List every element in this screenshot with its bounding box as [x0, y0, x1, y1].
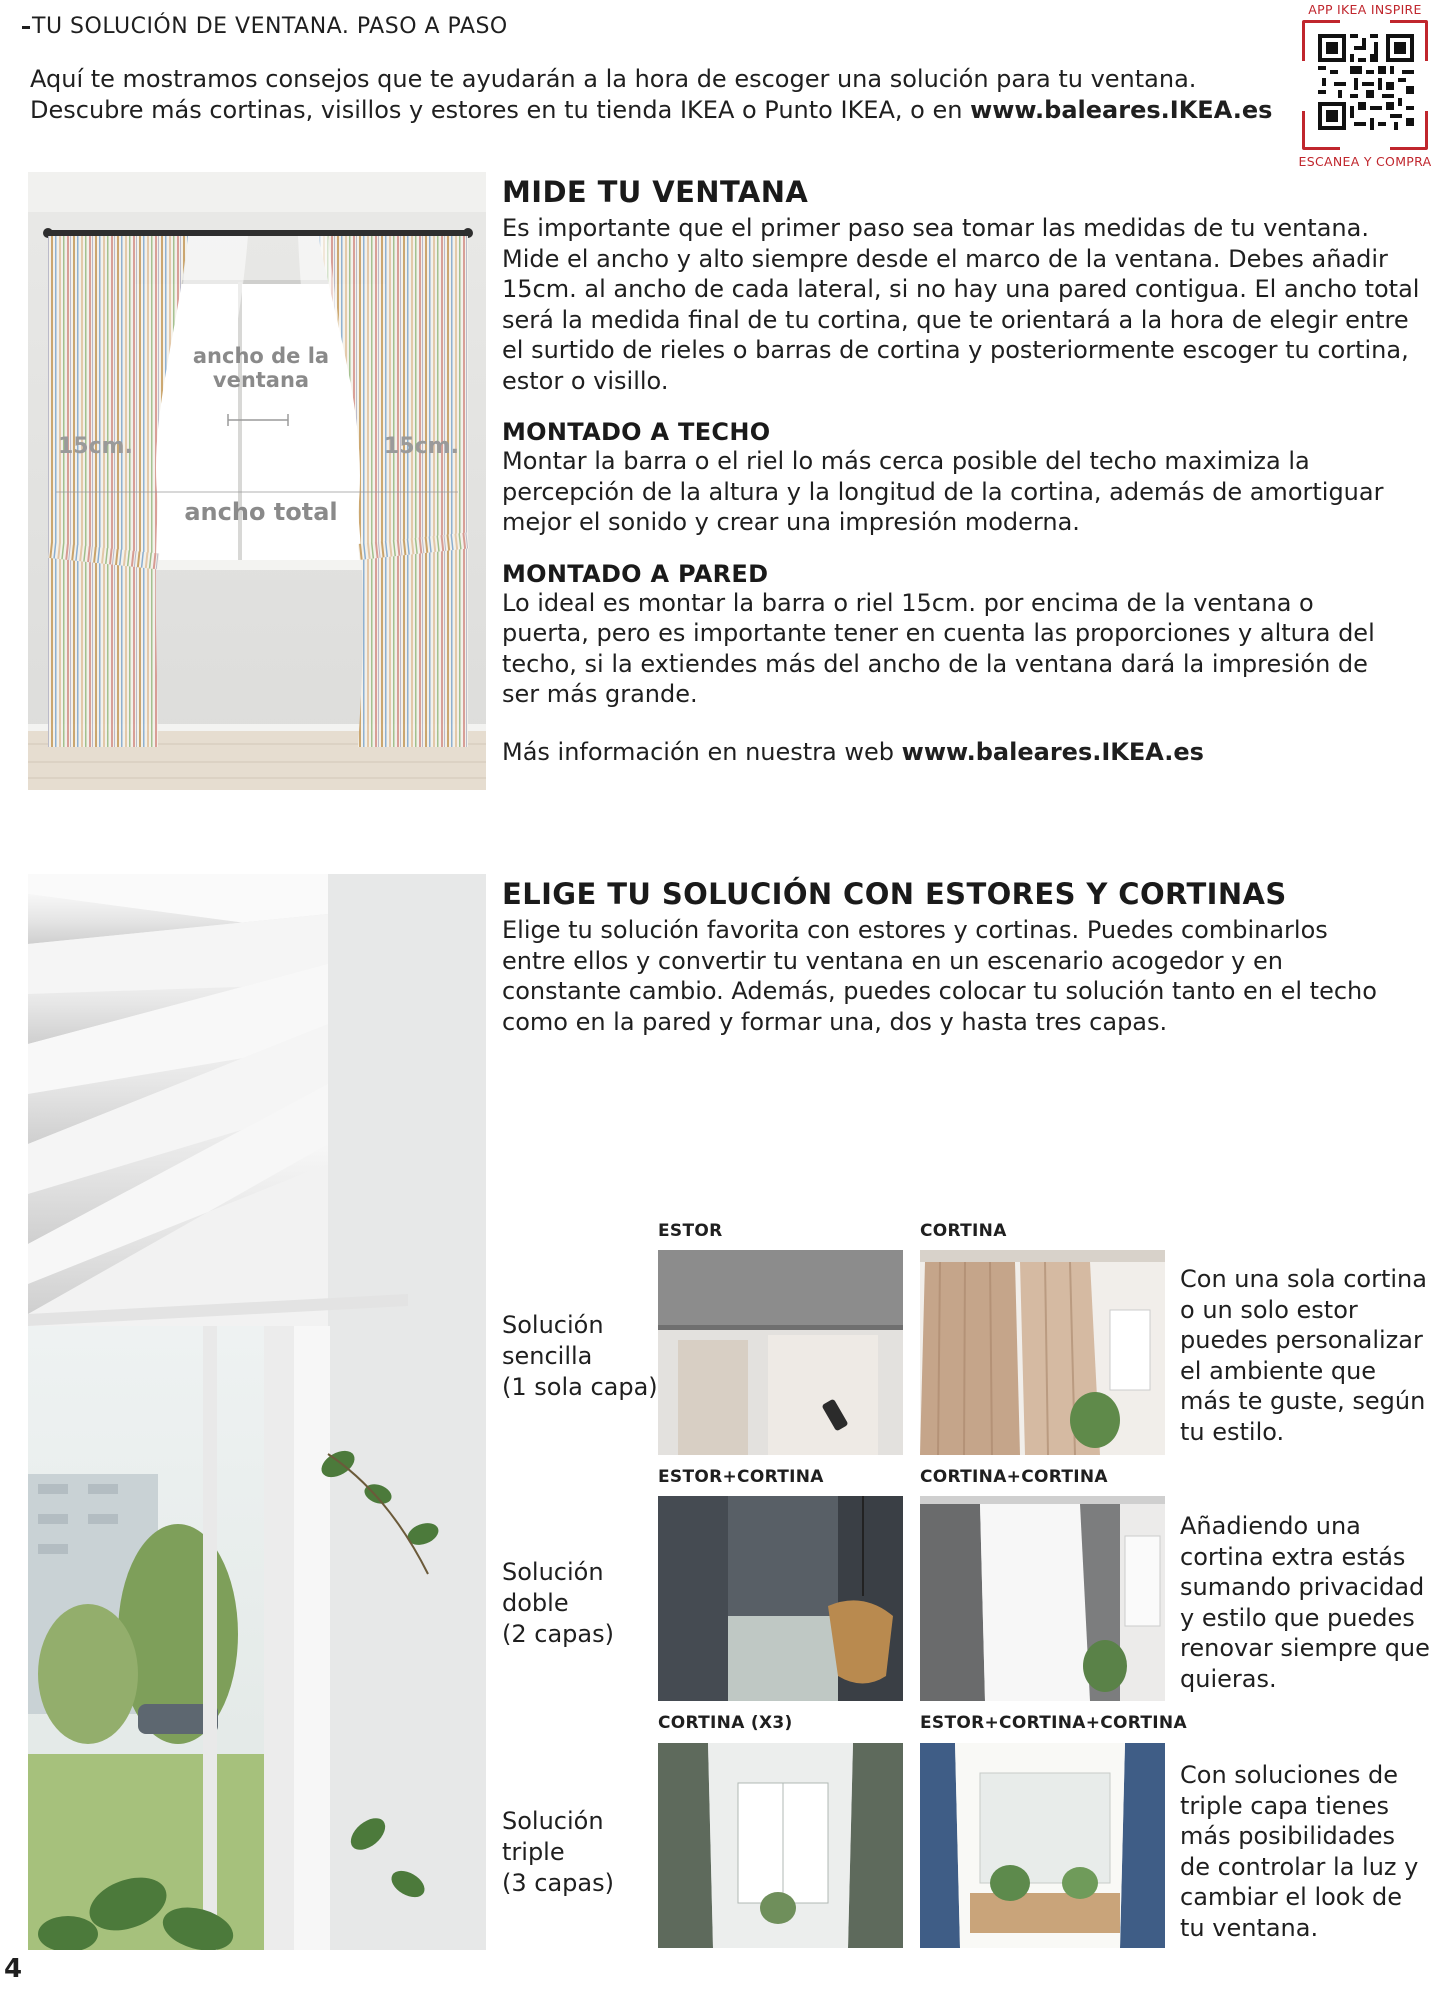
side-right-label: 15cm. — [384, 434, 459, 459]
more-info: Más información en nuestra web www.baleares.IKEA.es — [502, 737, 1204, 766]
window-measure-illustration — [28, 172, 486, 790]
row1-solution-label: Solución sencilla (1 sola capa) — [502, 1311, 658, 1401]
row3-right-title: ESTOR+CORTINA+CORTINA — [920, 1713, 1187, 1733]
intro-line-2: Descubre más cortinas, visillos y estores en tu tienda IKEA o Punto IKEA, o en www.baleares.IKEA.es — [30, 96, 1273, 124]
solutions-title: ELIGE TU SOLUCIÓN CON ESTORES Y CORTINAS — [502, 877, 1287, 911]
row1-left-title: ESTOR — [658, 1221, 723, 1241]
ceiling-body: Montar la barra o el riel lo más cerca posible del techo maximiza la percepción de la altura y la longitud de la cortina, además de amortiguar mejor el sonido y crear una impresión moderna. — [502, 447, 1384, 536]
wall-body: Lo ideal es montar la barra o riel 15cm. por encima de la ventana o puerta, pero es importante tener en cuenta las proporciones y altura del techo, si la extiendes más del ancho de la ventana dará la impresión de ser más grande. — [502, 588, 1375, 708]
row2-description: Añadiendo una cortina extra estás sumando privacidad y estilo que puedes renovar siempre que quieras. — [1180, 1512, 1430, 1693]
qr-code-block[interactable] — [1292, 0, 1438, 175]
more-info-link[interactable]: www.baleares.IKEA.es — [901, 737, 1204, 766]
measure-section — [502, 175, 1432, 767]
qr-bottom-label: ESCANEA Y COMPRA — [1298, 154, 1432, 169]
row3-description: Con soluciones de triple capa tienes más posibilidades de controlar la luz y cambiar el look de tu ventana. — [1180, 1761, 1419, 1942]
cortina-cortina-photo[interactable] — [920, 1496, 1165, 1701]
intro-text — [30, 64, 1280, 126]
cortina-photo[interactable] — [920, 1250, 1165, 1455]
solutions-body: Elige tu solución favorita con estores y cortinas. Puedes combinarlos entre ellos y convertir tu ventana en un escenario acogedor y en constante cambio. Además, puedes colocar tu solución tanto en el techo como en la pared y formar una, dos y hasta tres capas. — [502, 916, 1377, 1036]
section-marker-icon — [22, 26, 30, 29]
section-title: TU SOLUCIÓN DE VENTANA. PASO A PASO — [22, 14, 508, 39]
side-left-label: 15cm. — [58, 434, 133, 459]
qr-code-icon — [1318, 34, 1414, 130]
cortina-x3-photo[interactable] — [658, 1743, 903, 1948]
row1-description: Con una sola cortina o un solo estor puedes personalizar el ambiente que más te guste, según tu estilo. — [1180, 1265, 1427, 1446]
wall-title: MONTADO A PARED — [502, 559, 769, 588]
curtain-window-graphic — [28, 172, 486, 790]
estor-photo[interactable] — [658, 1250, 903, 1455]
measure-title: MIDE TU VENTANA — [502, 175, 809, 209]
row3-left-title: CORTINA (X3) — [658, 1713, 793, 1733]
window-width-label: ancho de la ventana — [192, 344, 330, 392]
row2-right-title: CORTINA+CORTINA — [920, 1467, 1108, 1487]
row1-right-title: CORTINA — [920, 1221, 1007, 1241]
row2-left-title: ESTOR+CORTINA — [658, 1467, 824, 1487]
measure-body: Es importante que el primer paso sea tomar las medidas de tu ventana. Mide el ancho y alto siempre desde el marco de la ventana. Debes añadir 15cm. al ancho de cada lateral, si no hay una pared contigua. El ancho total será la medida final de tu cortina, que te orientará a la hora de elegir entre el surtido de rieles o barras de cortina y posteriormente escoger tu cortina, estor o visillo. — [502, 214, 1420, 395]
qr-top-label: APP IKEA INSPIRE — [1308, 2, 1422, 17]
total-width-label: ancho total — [184, 498, 338, 526]
qr-frame — [1302, 20, 1428, 150]
intro-line-1: Aquí te mostramos consejos que te ayudarán a la hora de escoger una solución para tu ventana. — [30, 65, 1197, 93]
ceiling-title: MONTADO A TECHO — [502, 418, 771, 446]
estor-cortina-cortina-photo[interactable] — [920, 1743, 1165, 1948]
row3-solution-label: Solución triple (3 capas) — [502, 1807, 614, 1897]
solutions-section — [502, 877, 1432, 1037]
intro-web-link[interactable]: www.baleares.IKEA.es — [970, 96, 1273, 124]
row2-solution-label: Solución doble (2 capas) — [502, 1558, 614, 1648]
estor-cortina-photo[interactable] — [658, 1496, 903, 1701]
page-number: 4 — [4, 1954, 23, 1984]
pleated-blind-photo — [28, 874, 486, 1950]
